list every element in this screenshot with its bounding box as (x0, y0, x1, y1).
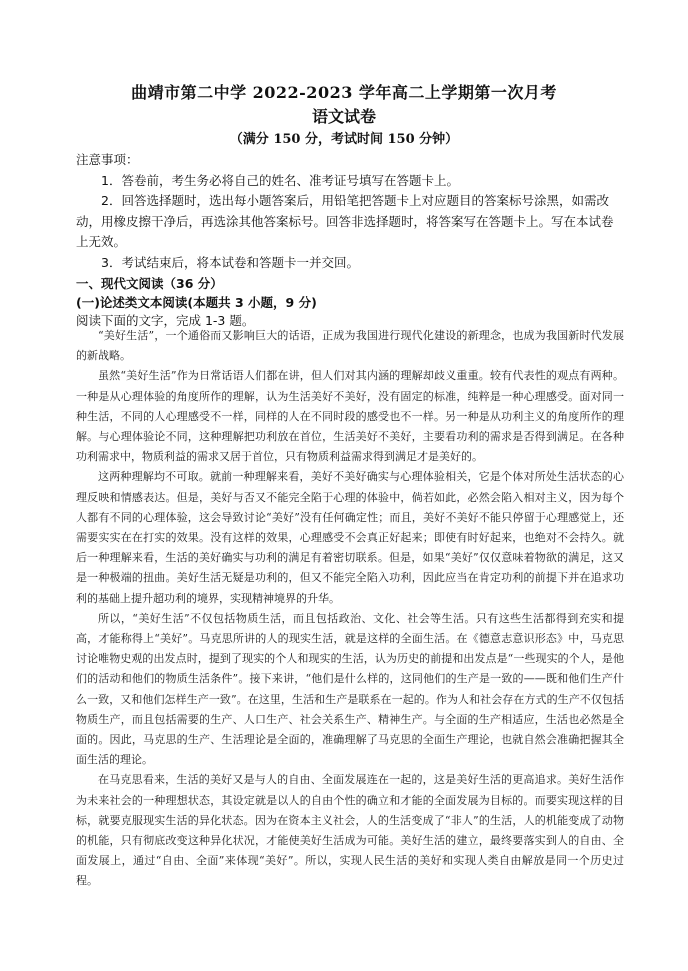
passage-paragraph: 虽然“美好生活”作为日常话语人们都在讲，但人们对其内涵的理解却歧义重重。较有代表性的观点有两种。一种是从心理体验的角度所作的理解，认为生活美好不美好，没有固定的标准，纯粹是一种心理感受。面对同一种生活，不同的人心理感受不一样，同样的人在不同时段的感受也不一样。另一种是从功利主义的角度所作的理解。与心理体验论不同，这种理解把功利放在首位，生活美好不美好，主要看功利的需求是否得到满足。在各种功利需求中，物质利益的需求又居于首位，只有物质利益需求得到满足才是美好的。 (76, 369, 624, 464)
passage-paragraph: 在马克思看来，生活的美好又是与人的自由、全面发展连在一起的，这是美好生活的更高追求。美好生活作为未来社会的一种理想状态，其设定就是以人的自由个性的确立和才能的全面发展为目标的。而要实现这样的目标，就要克服现实生活的异化状态。因为在资本主义社会，人的生活变成了“非人”的生活，人的机能变成了动物的机能，只有彻底改变这种异化状况，才能使美好生活成为可能。美好生活的建立，最终要落实到人的自由、全面发展上，通过“自由、全面”来体现“美好”。所以，实现人民生活的美好和实现人类自由解放是同一个历史过程。 (76, 773, 624, 888)
section-header (76, 275, 624, 331)
exam-title: 曲靖市第二中学 2022-2023 学年高二上学期第一次月考 (131, 83, 557, 102)
notice-item: 2．回答选择题时，选出每小题答案后，用铅笔把答题卡上对应题目的答案标号涂黑，如需改动，用橡皮擦干净后，再选涂其他答案标号。回答非选择题时，将答案写在答题卡上。写在本试卷上无效。 (76, 193, 614, 249)
passage-paragraph: 这两种理解均不可取。就前一种理解来看，美好不美好确实与心理体验相关，它是个体对所处生活状态的心理反映和情感表达。但是，美好与否又不能完全陷于心理的体验中，倘若如此，必然会陷入相对主义，因为每个人都有不同的心理体验，这会导致讨论“美好”没有任何确定性；而且，美好不美好不能只停留于心理感觉上，还需要实实在在打实的效果。没有这样的效果，心理感受不会真正好起来；即使有时好起来，也绝对不会持久。就后一种理解来看，生活的美好确实与功利的满足有着密切联系。但是，如果“美好”仅仅意味着物欲的满足，这又是一种极端的扭曲。美好生活无疑是功利的，但又不能完全陷入功利，因此应当在肯定功利的前提下并在追求功利的基础上提升超功利的境界，实现精神境界的升华。 (76, 470, 624, 605)
passage-paragraph: 所以，“美好生活”不仅包括物质生活，而且包括政治、文化、社会等生活。只有这些生活都得到充实和提高，才能称得上“美好”。马克思所讲的人的现实生活，就是这样的全面生活。在《德意志意识形态》中，马克思讨论唯物史观的出发点时，提到了现实的个人和现实的生活，认为历史的前提和出发点是“一些现实的个人，是他们的活动和他们的物质生活条件”。接下来讲，“他们是什么样的，这同他们的生产是一致的——既和他们生产什么一致，又和他们怎样生产一致”。在这里，生活和生产是联系在一起的。作为人和社会存在方式的生产不仅包括物质生产，而且包括需要的生产、人口生产、社会关系生产、精神生产。与全面的生产相适应，生活也必然是全面的。因此，马克思的生产、生活理论是全面的，准确理解了马克思的全面生产理论，也就自然会准确把握其全面生活的理论。 (76, 611, 624, 767)
notice-heading: 注意事项： (76, 152, 139, 167)
score-note: （满分 150 分，考试时间 150 分钟） (229, 132, 459, 147)
part-heading: 一、现代文阅读（36 分） (76, 276, 223, 291)
notice-block (76, 150, 624, 273)
exam-subject: 语文试卷 (311, 107, 376, 126)
reading-passage (76, 326, 624, 892)
notice-item: 1．答卷前，考生务必将自己的姓名、准考证号填写在答题卡上。 (101, 172, 459, 188)
notice-item: 3．考试结束后，将本试卷和答题卡一并交回。 (101, 254, 359, 270)
subpart-heading: (一)论述类文本阅读(本题共 3 小题，9 分) (76, 294, 317, 310)
reading-instruction: 阅读下面的文字，完成 1-3 题。 (76, 313, 255, 328)
passage-paragraph: “美好生活”，一个通俗而又影响巨大的话语，正成为我国进行现代化建设的新理念，也成为我国新时代发展的新战略。 (76, 329, 624, 363)
